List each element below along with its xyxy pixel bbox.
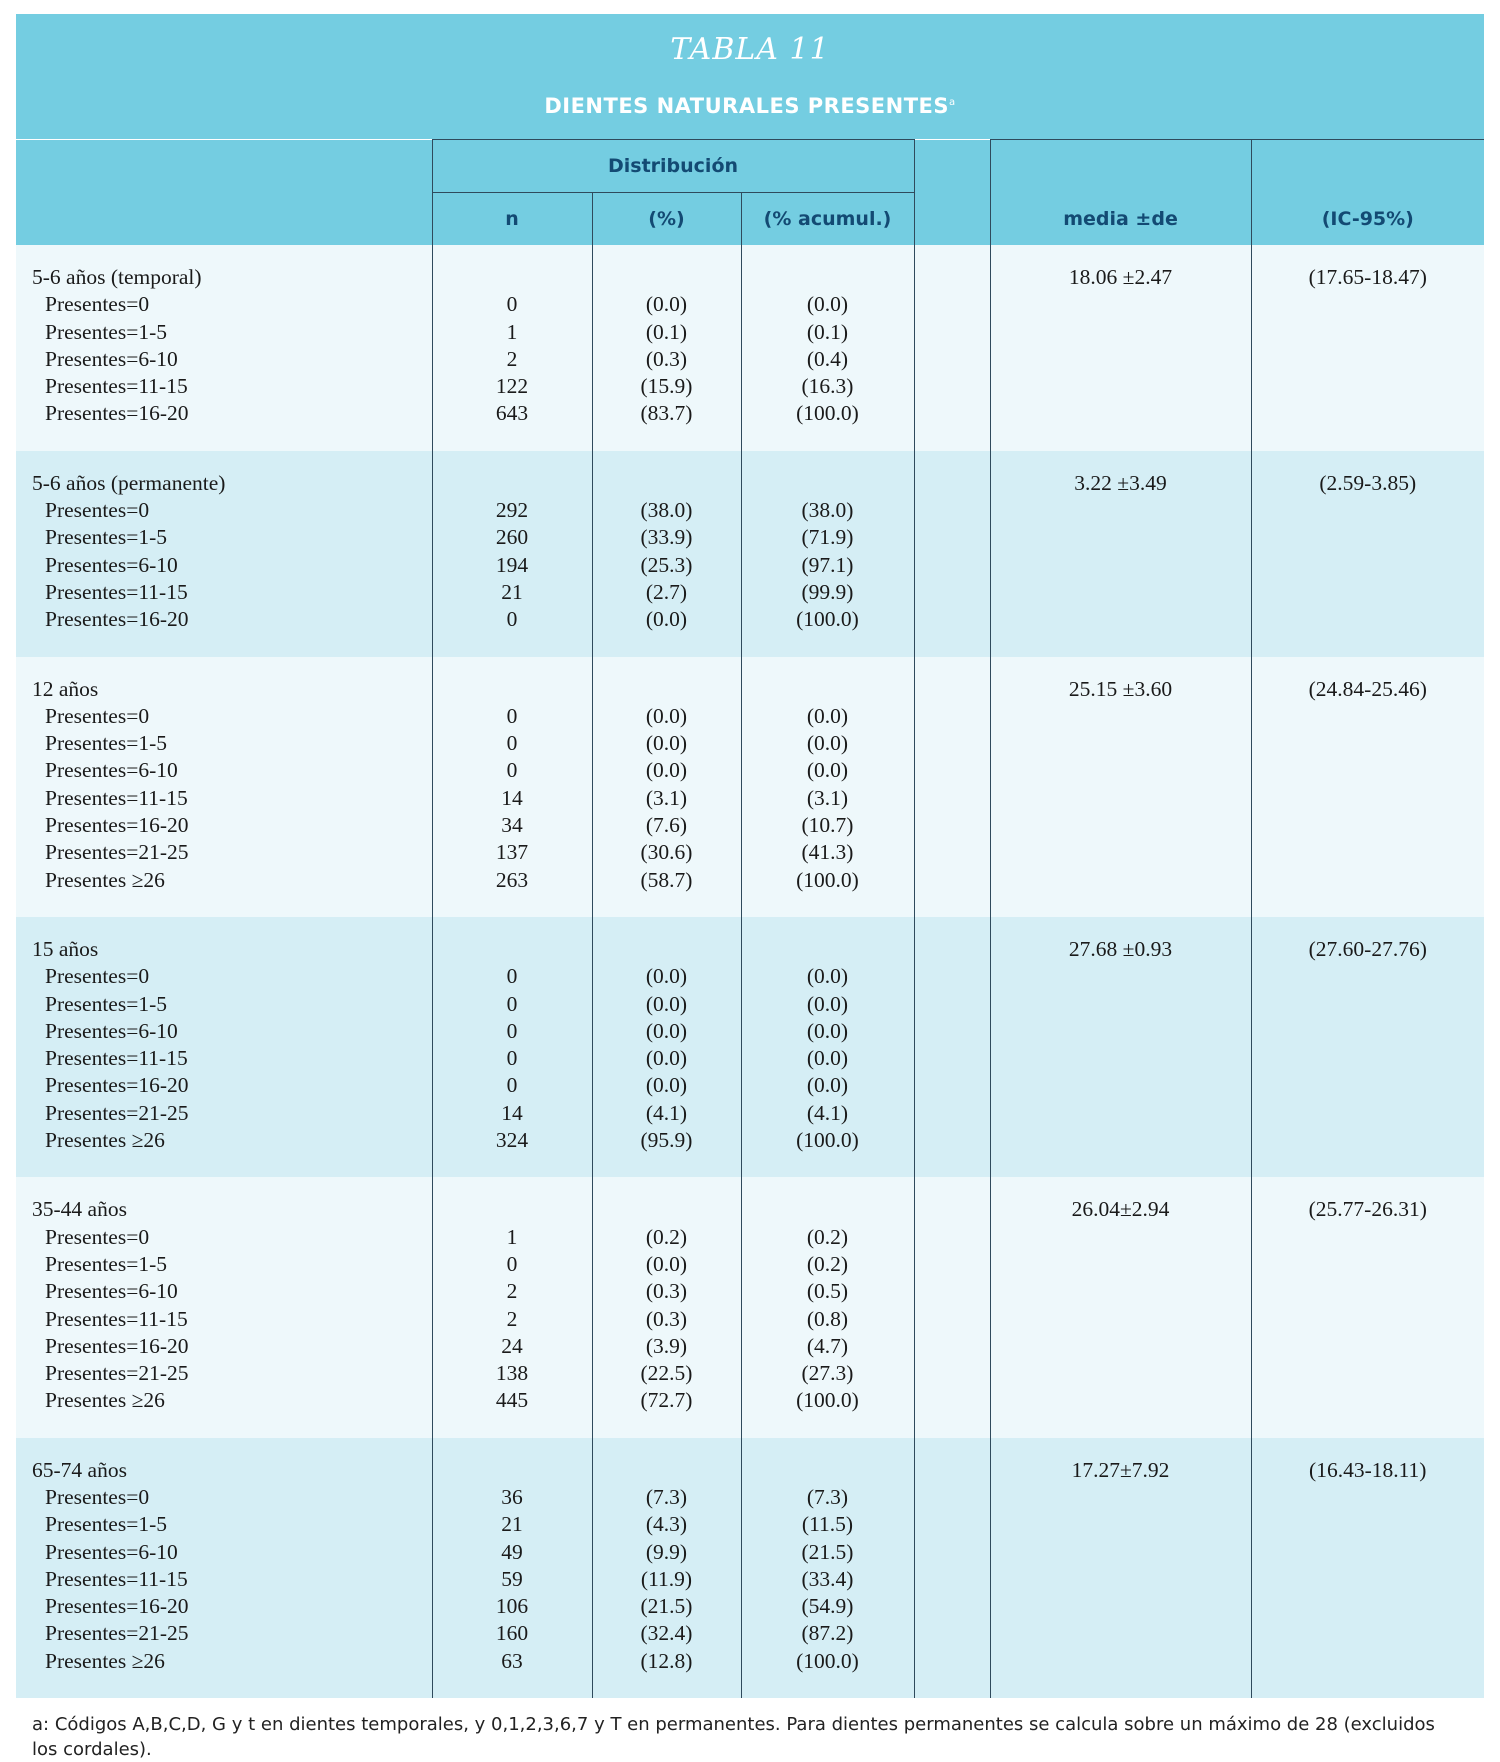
row-label: Presentes=6-10 [45,758,178,783]
row-label: Presentes=21-25 [45,840,189,865]
mean-value: 17.27±7.92 [1071,1457,1170,1482]
pct-cum-value: (0.2) [806,1251,849,1276]
spacer [742,1457,914,1484]
n-value: 292 [495,498,529,523]
n-value: 14 [501,785,523,810]
n-value: 122 [495,374,529,399]
pct-value: (33.9) [640,525,693,550]
n-value: 0 [506,731,518,756]
spacer [433,936,592,963]
group-label-cell [16,1177,432,1437]
pct-cell [592,917,741,1177]
row-label: Presentes=21-25 [45,1100,189,1125]
pct-cum-value: (21.5) [801,1539,854,1564]
pct-cum-value: (3.1) [806,785,849,810]
pct-value: (0.1) [645,319,688,344]
row-label: Presentes=1-5 [45,1251,167,1276]
pct-cum-value: (0.0) [806,964,849,989]
table-row [16,917,1484,1177]
gap-cell [914,451,990,657]
n-value: 137 [495,840,529,865]
pct-cell [592,1438,741,1698]
row-label: Presentes=1-5 [45,731,167,756]
header-pct: (%) [592,193,741,246]
row-label: Presentes=0 [45,703,150,728]
pct-value: (0.0) [645,731,688,756]
pct-value: (12.8) [640,1648,693,1673]
pct-cum-value: (0.0) [806,991,849,1016]
row-label: Presentes=1-5 [45,991,167,1016]
pct-cum-value: (38.0) [801,498,854,523]
n-cell [432,245,592,451]
row-label: Presentes=0 [45,1224,150,1249]
pct-value: (0.0) [645,964,688,989]
table-row [16,657,1484,917]
pct-value: (3.1) [645,785,688,810]
pct-cum-cell [741,1177,914,1437]
spacer [433,1196,592,1223]
row-label: Presentes=16-20 [45,813,189,838]
table-group [16,1177,1484,1437]
row-label: Presentes=6-10 [45,1279,178,1304]
pct-cum-cell [741,451,914,657]
table-group [16,451,1484,657]
n-value: 59 [501,1566,523,1591]
pct-value: (72.7) [640,1388,693,1413]
row-label: Presentes=6-10 [45,1539,178,1564]
mean-value: 3.22 ±3.49 [1074,470,1167,495]
n-value: 0 [506,607,518,632]
pct-cum-value: (0.0) [806,292,849,317]
n-value: 263 [495,867,529,892]
n-cell [432,1177,592,1437]
row-label: Presentes=11-15 [45,579,188,604]
pct-value: (15.9) [640,374,693,399]
pct-value: (9.9) [645,1539,688,1564]
pct-value: (11.9) [640,1566,693,1591]
row-label: Presentes ≥26 [45,1648,165,1673]
pct-value: (7.6) [645,813,688,838]
group-label-cell [16,917,432,1177]
table-title: TABLA 11 [670,32,830,67]
title-band [16,14,1484,139]
pct-value: (0.2) [645,1224,688,1249]
row-label: Presentes=11-15 [45,1566,188,1591]
gap-cell [914,917,990,1177]
row-label: Presentes=21-25 [45,1621,189,1646]
pct-cum-cell [741,917,914,1177]
table-subtitle-footnote-mark: a [949,97,956,108]
pct-value: (22.5) [640,1361,693,1386]
header-pct-cum: (% acumul.) [741,193,914,246]
n-value: 1 [506,1224,518,1249]
row-label: Presentes=1-5 [45,525,167,550]
pct-cum-value: (0.2) [806,1224,849,1249]
pct-cum-value: (100.0) [796,1388,859,1413]
mean-cell [990,917,1251,1177]
ci-cell [1251,451,1484,657]
row-label: Presentes=16-20 [45,1073,189,1098]
gap-cell [914,657,990,917]
pct-value: (0.3) [645,1279,688,1304]
n-cell [432,917,592,1177]
n-value: 643 [495,401,529,426]
pct-cum-value: (0.8) [806,1306,849,1331]
row-label: Presentes=0 [45,498,150,523]
pct-cum-value: (11.5) [801,1512,854,1537]
mean-cell [990,1177,1251,1437]
pct-cum-cell [741,1438,914,1698]
spacer [593,264,741,291]
ci-value: (25.77-26.31) [1308,1197,1427,1222]
pct-cum-value: (100.0) [796,401,859,426]
n-value: 0 [506,991,518,1016]
mean-cell [990,657,1251,917]
header-distribution: Distribución [432,140,914,193]
spacer [742,676,914,703]
gap-cell [914,1438,990,1698]
pct-value: (3.9) [645,1333,688,1358]
row-label: Presentes=6-10 [45,552,178,577]
spacer [742,1196,914,1223]
n-value: 0 [506,964,518,989]
pct-cum-value: (4.7) [806,1333,849,1358]
n-value: 0 [506,1046,518,1071]
pct-cum-value: (99.9) [801,579,854,604]
spacer [433,264,592,291]
group-label: 5-6 años (permanente) [32,470,226,495]
row-label: Presentes ≥26 [45,867,165,892]
n-value: 21 [501,579,523,604]
n-value: 445 [495,1388,529,1413]
group-label-cell [16,451,432,657]
pct-cum-value: (100.0) [796,1648,859,1673]
pct-value: (25.3) [640,552,693,577]
spacer [742,264,914,291]
header-n: n [432,193,592,246]
ci-value: (24.84-25.46) [1308,676,1427,701]
data-table [16,139,1484,245]
n-value: 34 [501,813,523,838]
pct-cum-value: (7.3) [806,1484,849,1509]
pct-value: (2.7) [645,579,688,604]
table-subtitle [16,94,1484,118]
group-label-cell [16,657,432,917]
pct-cell [592,245,741,451]
row-label: Presentes=11-15 [45,374,188,399]
mean-value: 25.15 ±3.60 [1068,676,1173,701]
row-label: Presentes=11-15 [45,1306,188,1331]
header-ci: (IC-95%) [1251,193,1484,246]
pct-value: (58.7) [640,867,693,892]
pct-value: (0.0) [645,703,688,728]
n-cell [432,657,592,917]
pct-value: (0.0) [645,607,688,632]
pct-cum-value: (0.1) [806,319,849,344]
pct-value: (83.7) [640,401,693,426]
mean-cell [990,245,1251,451]
row-label: Presentes=6-10 [45,346,178,371]
row-label: Presentes=16-20 [45,607,189,632]
pct-value: (0.3) [645,1306,688,1331]
n-value: 63 [501,1648,523,1673]
n-value: 106 [495,1594,529,1619]
spacer [593,470,741,497]
n-value: 36 [501,1484,523,1509]
row-label: Presentes=11-15 [45,1046,188,1071]
table-subtitle-text: DIENTES NATURALES PRESENTES [544,94,950,118]
group-label: 65-74 años [32,1457,127,1482]
spacer [593,936,741,963]
spacer [742,936,914,963]
group-label: 12 años [32,676,99,701]
pct-cum-cell [741,245,914,451]
group-label: 35-44 años [32,1197,127,1222]
pct-value: (4.3) [645,1512,688,1537]
row-label: Presentes=1-5 [45,319,167,344]
n-value: 0 [506,758,518,783]
n-value: 194 [495,552,529,577]
spacer [593,1196,741,1223]
spacer [433,676,592,703]
table-group [16,245,1484,451]
footnote: a: Códigos A,B,C,D, G y t en dientes temporales, y 0,1,2,3,6,7 y T en permanentes. Para dientes permanentes se calcula sobre un máximo de 28 (excluidos los cordales). [32,1714,1435,1761]
pct-cum-value: (33.4) [801,1566,854,1591]
row-label: Presentes=0 [45,964,150,989]
pct-cum-value: (0.0) [806,731,849,756]
ci-cell [1251,657,1484,917]
n-value: 2 [506,1279,518,1304]
row-label: Presentes=0 [45,292,150,317]
mean-cell [990,1438,1251,1698]
row-label: Presentes=6-10 [45,1018,178,1043]
spacer [433,470,592,497]
pct-value: (0.0) [645,292,688,317]
row-label: Presentes ≥26 [45,1128,165,1153]
row-label: Presentes=0 [45,1484,150,1509]
pct-value: (0.0) [645,1073,688,1098]
header-mean: media ±de [990,193,1251,246]
row-label: Presentes=11-15 [45,785,188,810]
pct-cum-value: (0.5) [806,1279,849,1304]
n-cell [432,1438,592,1698]
group-label: 5-6 años (temporal) [32,265,202,289]
pct-cum-value: (100.0) [796,1128,859,1153]
pct-cum-value: (0.0) [806,703,849,728]
n-value: 0 [506,1018,518,1043]
pct-value: (30.6) [640,840,693,865]
gap-cell [914,1177,990,1437]
n-value: 0 [506,1073,518,1098]
row-label: Presentes=16-20 [45,1594,189,1619]
ci-cell [1251,1177,1484,1437]
pct-cell [592,657,741,917]
n-value: 324 [495,1128,529,1153]
pct-cum-cell [741,657,914,917]
mean-value: 26.04±2.94 [1071,1197,1170,1222]
ci-cell [1251,917,1484,1177]
pct-cum-value: (0.0) [806,1073,849,1098]
row-label: Presentes=21-25 [45,1361,189,1386]
pct-value: (0.0) [645,1018,688,1043]
pct-cum-value: (16.3) [801,374,854,399]
spacer [593,676,741,703]
pct-cum-value: (97.1) [801,552,854,577]
group-label: 15 años [32,936,99,961]
table-group [16,657,1484,917]
row-label: Presentes=1-5 [45,1512,167,1537]
pct-value: (0.0) [645,1251,688,1276]
n-value: 14 [501,1100,523,1125]
pct-cum-value: (0.0) [806,1046,849,1071]
table-container [16,14,1484,1762]
pct-value: (21.5) [640,1594,693,1619]
table-row [16,451,1484,657]
n-value: 160 [495,1621,529,1646]
pct-value: (0.0) [645,758,688,783]
pct-value: (38.0) [640,498,693,523]
n-value: 1 [506,319,518,344]
pct-cum-value: (54.9) [801,1594,854,1619]
row-label: Presentes ≥26 [45,1388,165,1413]
ci-cell [1251,245,1484,451]
table-header [16,140,1484,246]
n-value: 21 [501,1512,523,1537]
pct-cum-value: (100.0) [796,607,859,632]
pct-cell [592,451,741,657]
spacer [593,1457,741,1484]
ci-cell [1251,1438,1484,1698]
n-value: 2 [506,346,518,371]
row-label: Presentes=16-20 [45,1333,189,1358]
spacer [742,470,914,497]
n-value: 0 [506,292,518,317]
ci-value: (17.65-18.47) [1308,265,1427,289]
pct-cum-value: (4.1) [806,1100,849,1125]
pct-cum-value: (100.0) [796,867,859,892]
pct-value: (7.3) [645,1484,688,1509]
spacer [433,1457,592,1484]
n-value: 0 [506,703,518,728]
n-value: 138 [495,1361,529,1386]
table-group [16,917,1484,1177]
pct-value: (0.0) [645,991,688,1016]
table-group [16,1438,1484,1698]
n-value: 24 [501,1333,523,1358]
row-label: Presentes=16-20 [45,401,189,426]
group-label-cell [16,1438,432,1698]
data-table-body [16,245,1484,1698]
mean-cell [990,451,1251,657]
pct-cum-value: (0.4) [806,346,849,371]
pct-value: (0.0) [645,1046,688,1071]
mean-value: 18.06 ±2.47 [1068,265,1173,289]
pct-cum-value: (10.7) [801,813,854,838]
table-row [16,1177,1484,1437]
n-value: 2 [506,1306,518,1331]
table-row [16,245,1484,451]
pct-value: (0.3) [645,346,688,371]
pct-value: (32.4) [640,1621,693,1646]
table-row [16,1438,1484,1698]
pct-cell [592,1177,741,1437]
pct-cum-value: (0.0) [806,1018,849,1043]
gap-cell [914,245,990,451]
mean-value: 27.68 ±0.93 [1068,936,1173,961]
pct-cum-value: (0.0) [806,758,849,783]
ci-value: (2.59-3.85) [1319,470,1417,495]
pct-cum-value: (71.9) [801,525,854,550]
ci-value: (16.43-18.11) [1309,1457,1427,1482]
pct-value: (4.1) [645,1100,688,1125]
pct-cum-value: (87.2) [801,1621,854,1646]
pct-cum-value: (41.3) [801,840,854,865]
n-value: 49 [501,1539,523,1564]
pct-value: (95.9) [640,1128,693,1153]
group-label-cell [16,245,432,451]
n-cell [432,451,592,657]
n-value: 260 [495,525,529,550]
ci-value: (27.60-27.76) [1308,936,1427,961]
n-value: 0 [506,1251,518,1276]
pct-cum-value: (27.3) [801,1361,854,1386]
